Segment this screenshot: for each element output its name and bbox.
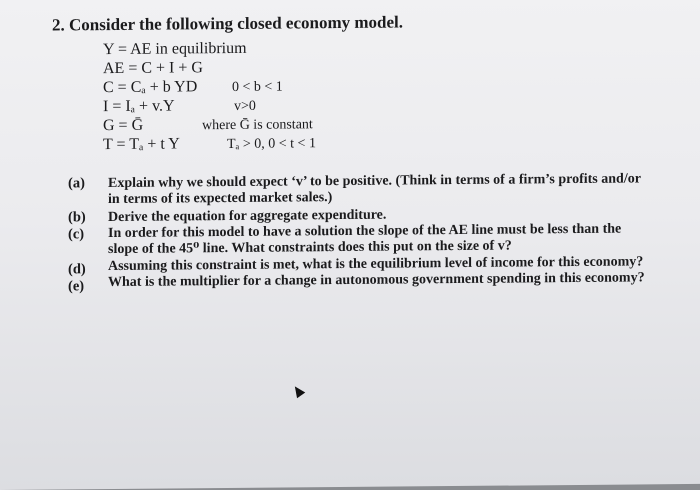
condition-t: Tₐ > 0, 0 < t < 1 [227,136,316,153]
part-label-c: (c) [68,226,85,243]
part-label-d: (d) [68,261,86,278]
condition-v: v>0 [234,98,256,114]
equation-ae: AE = C + I + G [103,59,203,78]
part-c-line-2: slope of the 45⁰ line. What constraints does this put on the size of v? [108,238,512,258]
equation-government: G = Ḡ [103,116,144,135]
part-e-line-1: What is the multiplier for a change in autonomous government spending in this economy? [108,270,645,291]
part-label-a: (a) [68,175,85,192]
part-label-e: (e) [68,278,85,295]
part-b-line-1: Derive the equation for aggregate expenditure. [108,207,387,226]
part-c-line-1: In order for this model to have a solution the slope of the AE line must be less than the [108,221,622,242]
part-a-line-2: in terms of its expected market sales.) [108,190,333,208]
condition-g: where Ḡ is constant [202,117,313,134]
mouse-cursor-icon [291,384,306,399]
question-title: 2. Consider the following closed economy model. [52,12,404,35]
part-label-b: (b) [68,209,86,226]
equation-consumption: C = Cₐ + b YD [103,78,198,97]
equation-investment: I = Iₐ + v.Y [103,97,175,116]
condition-b: 0 < b < 1 [232,79,283,95]
part-a-line-1: Explain why we should expect ‘v’ to be positive. (Think in terms of a firm’s profits and/or [108,171,641,192]
equation-equilibrium: Y = AE in equilibrium [103,39,247,59]
equation-taxes: T = Tₐ + t Y [103,135,180,154]
part-d-line-1: Assuming this constraint is met, what is the equilibrium level of income for this economy? [108,254,644,275]
